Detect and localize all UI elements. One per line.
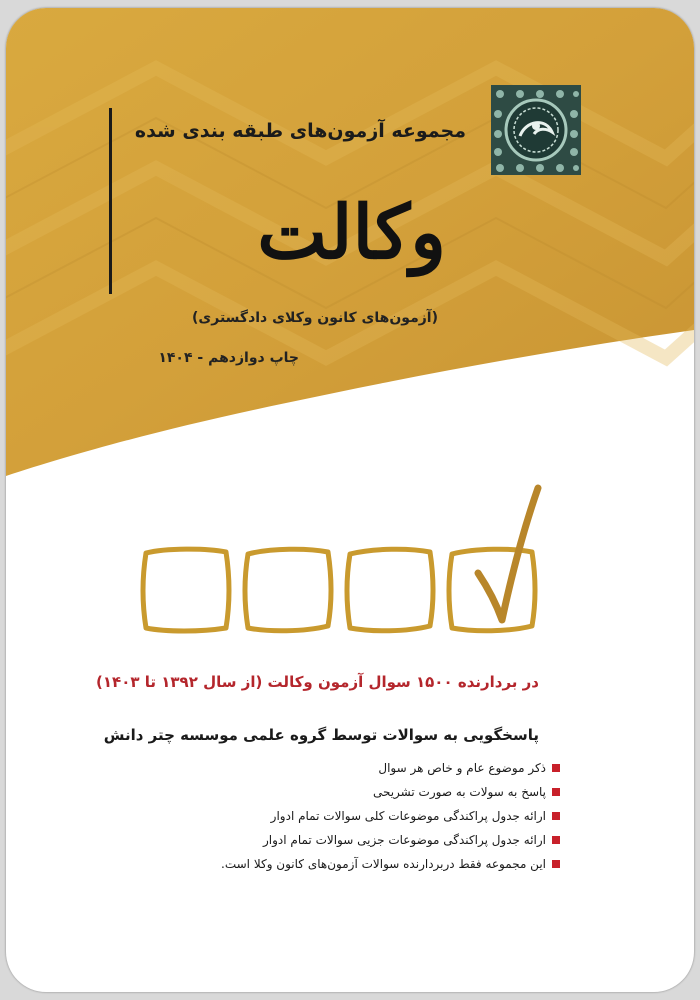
empty-checkbox-icon (143, 549, 229, 631)
publisher-logo-icon (490, 84, 582, 176)
answers-credit: پاسخگویی به سوالات توسط گروه علمی موسسه چتر دانش (103, 726, 539, 744)
feature-item (40, 756, 560, 780)
questions-tagline: در بردارنده ۱۵۰۰ سوال آزمون وکالت (از سال ۱۳۹۲ تا ۱۴۰۳) (96, 673, 539, 691)
red-square-bullet-icon (552, 836, 560, 844)
feature-text: ارائه جدول پراکندگی موضوعات جزیی سوالات تمام ادوار (262, 833, 546, 847)
series-title: مجموعه آزمون‌های طبقه بندی شده (134, 120, 466, 142)
red-square-bullet-icon (552, 860, 560, 868)
feature-item (40, 804, 560, 828)
feature-item (40, 852, 560, 876)
feature-item (40, 780, 560, 804)
feature-text: ارائه جدول پراکندگی موضوعات کلی سوالات تمام ادوار (270, 809, 546, 823)
red-square-bullet-icon (552, 812, 560, 820)
checkmark-icon (478, 488, 538, 620)
book-subtitle: (آزمون‌های کانون وکلای دادگستری) (192, 310, 438, 326)
features-list (40, 756, 560, 876)
empty-checkbox-icon (347, 549, 433, 631)
checkbox-illustration (126, 478, 556, 648)
edition-label: چاپ دوازدهم - ۱۴۰۴ (158, 350, 299, 366)
feature-text: ذکر موضوع عام و خاص هر سوال (378, 761, 546, 775)
empty-checkbox-icon (245, 549, 331, 631)
feature-item (40, 828, 560, 852)
book-title: وكالت (257, 190, 446, 276)
red-square-bullet-icon (552, 788, 560, 796)
red-square-bullet-icon (552, 764, 560, 772)
book-cover (6, 8, 694, 992)
feature-text: این مجموعه فقط دربردارنده سوالات آزمون‌های کانون وکلا است. (221, 857, 546, 871)
feature-text: پاسخ به سولات به صورت تشریحی (372, 785, 546, 799)
